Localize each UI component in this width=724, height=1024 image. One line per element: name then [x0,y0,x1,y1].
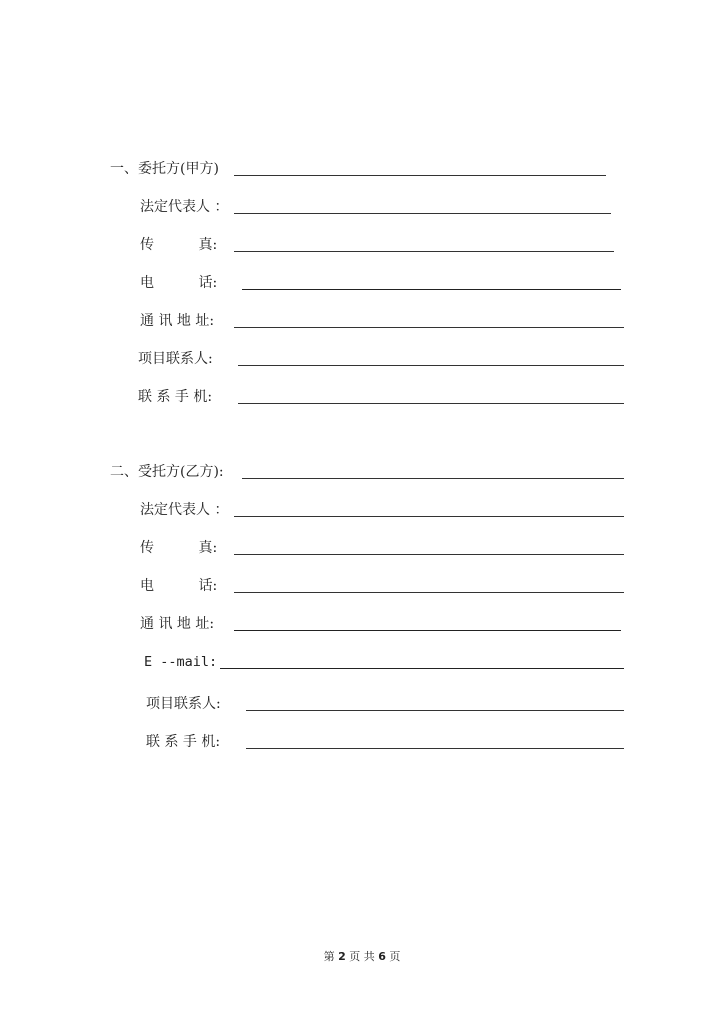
footer-total-pages: 6 [378,950,386,963]
party-a-address-label: 通 讯 地 址: [140,313,215,329]
party-a-legal-rep-line[interactable] [234,213,611,214]
party-b-contact-label: 项目联系人: [146,696,221,712]
party-a-name-line[interactable] [234,175,606,176]
party-a-fax-label: 传 真: [140,237,218,253]
party-a-contact-line[interactable] [238,365,624,366]
party-a-mobile-row [0,388,724,410]
party-b-heading-row [0,463,724,485]
party-a-legal-rep-label: 法定代表人 ： [140,199,229,215]
party-a-phone-row [0,274,724,296]
party-b-name-line[interactable] [242,478,624,479]
party-b-mobile-label: 联 系 手 机: [146,734,221,750]
footer-prefix: 第 [323,950,335,963]
party-b-phone-row [0,577,724,599]
party-b-legal-rep-row [0,501,724,523]
party-b-mobile-line[interactable] [246,748,624,749]
footer-middle: 页 共 [349,950,375,963]
party-b-legal-rep-line[interactable] [234,516,624,517]
party-b-email-row [0,653,724,675]
party-b-legal-rep-label: 法定代表人 ： [140,502,229,518]
party-b-phone-line[interactable] [234,592,624,593]
party-b-fax-label: 传 真: [140,540,218,556]
page-footer [0,950,724,964]
party-a-heading-row [0,160,724,182]
party-a-address-line[interactable] [234,327,624,328]
party-a-contact-label: 项目联系人: [138,351,213,367]
party-b-email-label: E --mail: [144,654,218,670]
party-a-phone-line[interactable] [242,289,621,290]
party-b-address-line[interactable] [234,630,621,631]
party-a-phone-label: 电 话: [140,275,218,291]
footer-suffix: 页 [389,950,401,963]
footer-page-number: 2 [338,950,346,963]
party-b-address-label: 通 讯 地 址: [140,616,215,632]
party-b-fax-row [0,539,724,561]
party-a-fax-line[interactable] [234,251,614,252]
party-a-mobile-label: 联 系 手 机: [138,389,213,405]
party-b-email-line[interactable] [220,668,624,669]
party-b-fax-line[interactable] [234,554,624,555]
party-a-address-row [0,312,724,334]
party-b-contact-row [0,695,724,717]
party-b-address-row [0,615,724,637]
party-b-phone-label: 电 话: [140,578,218,594]
party-a-heading: 一、委托方(甲方) [110,161,219,177]
party-b-heading: 二、受托方(乙方): [110,464,224,480]
party-a-mobile-line[interactable] [238,403,624,404]
party-b-mobile-row [0,733,724,755]
party-a-contact-row [0,350,724,372]
party-a-fax-row [0,236,724,258]
party-a-legal-rep-row [0,198,724,220]
party-b-contact-line[interactable] [246,710,624,711]
